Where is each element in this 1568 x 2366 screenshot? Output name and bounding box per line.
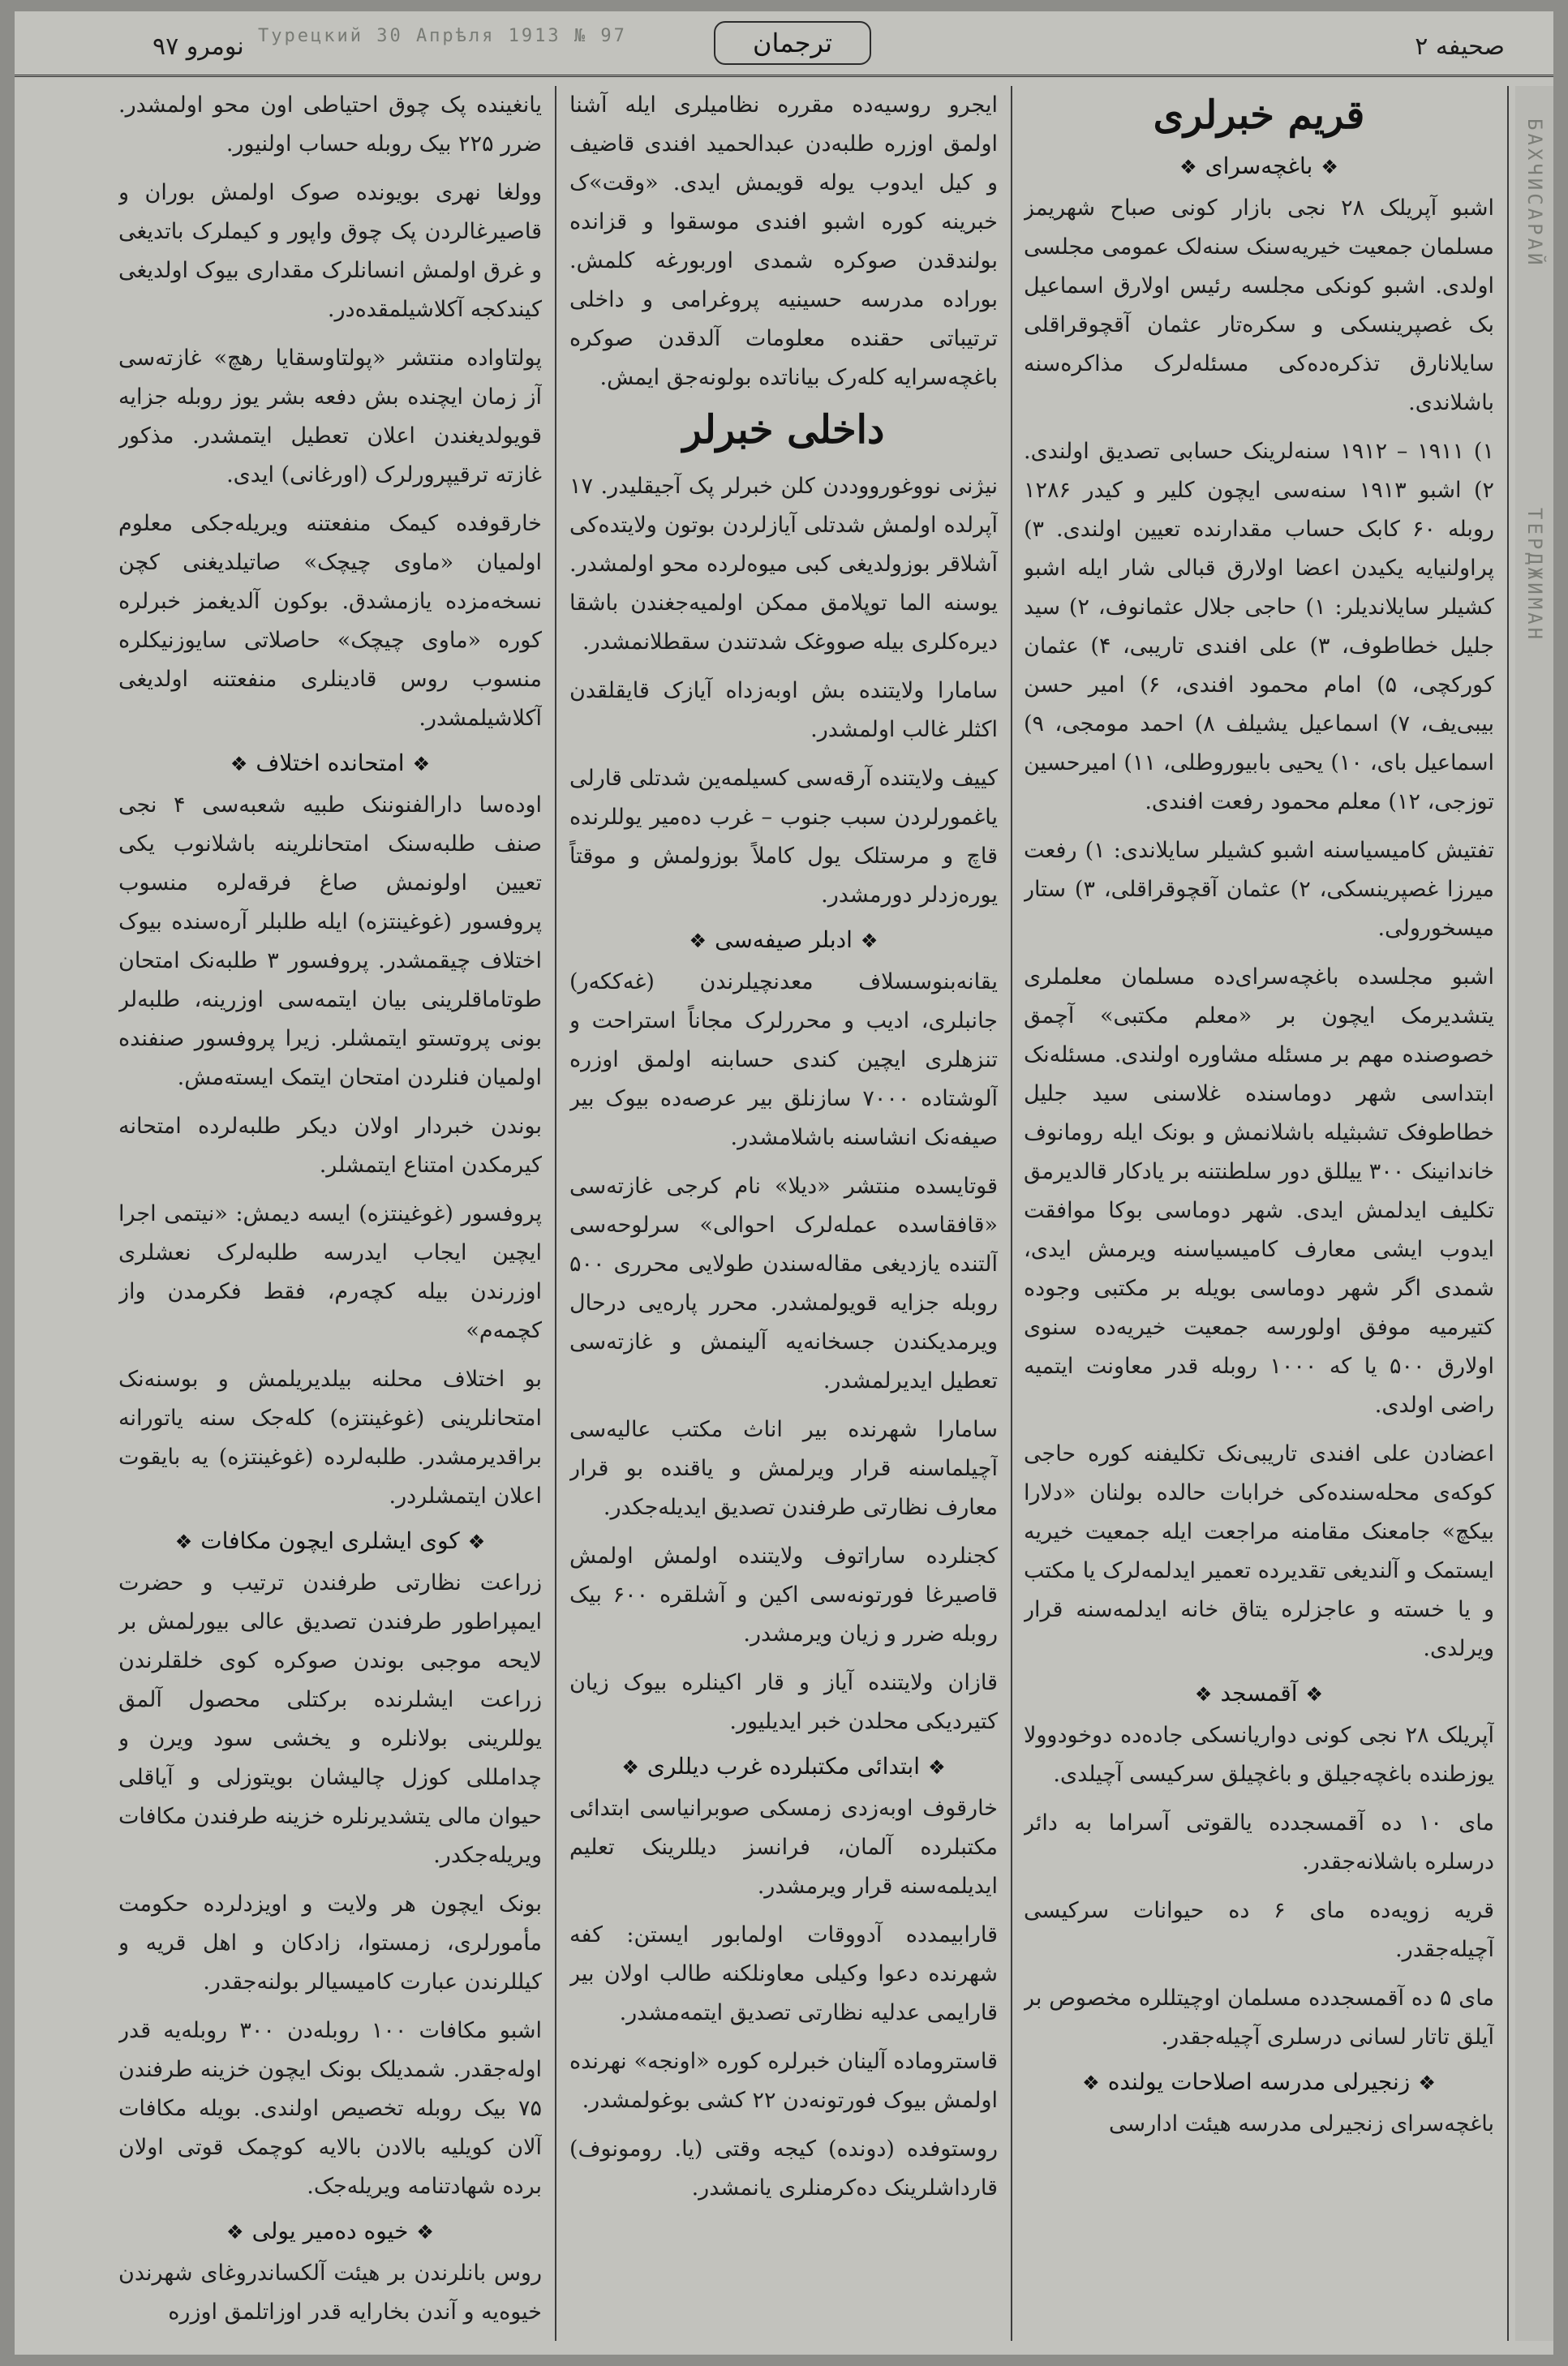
masthead (15, 11, 1553, 77)
subsection-title: ابتدائی مکتبلرده غرب دیللری (647, 1753, 921, 1780)
column-crimea-news (1024, 86, 1494, 2341)
article-paragraph: اشبو آپریلک ۲۸ نجی بازار کونی صباح شهریمز مسلمان جمعیت خیریه‌سنک سنه‌لک عمومی مجلسی اولدی. اشبو کونکی مجلسه رئیس اولارق اسماعیل بک غصپرینسکی و سکره‌تار عثمان آقچوقراقلی سایلانارق تذکره‌ده‌کی مسئله‌لرک مذاکره‌سنه باشلاندی. (1024, 195, 1494, 415)
subsection-title: باغچه‌سرای (1205, 152, 1313, 179)
article-paragraph: روستوفده (دونده) کیجه وقتی (یا. رومونوف) قارداشلرینک ده‌کرمنلری یانمشدر. (569, 2136, 998, 2201)
article-paragraph: قوتایسده منتشر «دیلا» نام کرجی غازته‌سی «قافقاسده عمله‌لرک احوالی» سرلوحه‌سی آلتنده یازدیغی مقاله‌سندن طولایی محرری ۵۰۰ روبله جزایه قویولمشدر. محرر پاره‌یی درحال ویرمدیکندن جسخانه‌یه آلینمش و غازته‌سی تعطیل ایدیرلمشدر. (569, 1174, 998, 1393)
column-rule (1011, 86, 1012, 2341)
article-paragraph: وولغا نهری بویونده صوک اولمش بوران و قاصیرغالردن پک چوق واپور و کیملرک باتدیغی و غرق اولمش انسانلرک مقداری بیوک اولدیغی کیندکجه آکلاشیلمقده‌در. (118, 180, 542, 322)
diamond-ornament-icon: ❖ (1179, 156, 1197, 178)
article-paragraph: کجنلرده ساراتوف ولایتنده اولمش اولمش قاصیرغا فورتونه‌سی اکین و آشلقره ۶۰۰ بیک روبله ضرر و زیان ویرمشدر. (569, 1544, 998, 1647)
subsection-title: امتحانده اختلاف (256, 749, 405, 776)
subsection-heading (1024, 152, 1494, 179)
diamond-ornament-icon: ❖ (928, 1756, 946, 1779)
diamond-ornament-icon: ❖ (860, 930, 879, 952)
article-paragraph: روس بانلرندن بر هیئت آلکساندروغای شهرندن خیوه‌یه و آندن بخارایه قدر اوزاتلمق اوزره (118, 2261, 542, 2325)
diamond-ornament-icon: ❖ (621, 1756, 639, 1779)
diamond-ornament-icon: ❖ (1194, 1683, 1213, 1706)
article-paragraph: مای ۵ ده آقمسجدده مسلمان اوچیتللره مخصوص بر آیلق تاتار لسانی درسلری آچیله‌جقدر. (1024, 1986, 1494, 2050)
article-paragraph: پروفسور (غوغینتزه) ایسه دیمش: «نیتمی اجرا ایچین ایجاب ایدرسه طلبه‌لرک نعشلری اوزرندن بیله کچه‌رم، فقط فکرمدن واز کچمه‌م» (118, 1201, 542, 1343)
article-paragraph: اشبو مکافات ۱۰۰ روبله‌دن ۳۰۰ روبله‌یه قدر اوله‌جقدر. شمدیلک بونک ایچون خزینه طرفندن ۷۵ بیک روبله تخصیص اولندی. بویله مکافات آلان کویلیه بالادن بالایه کوچمک قوتی اولان برده شهادتنامه ویریله‌جک. (118, 2018, 542, 2199)
subsection-title: ادبلر صیفه‌سی (715, 926, 853, 953)
article-paragraph: سامارا ولایتنده بش اوبه‌زداه آیازک قایقلقدن اکثلر غالب اولمشدر. (569, 678, 998, 742)
subsection-title: خیوه ده‌میر یولی (251, 2218, 409, 2244)
article-paragraph: تفتیش کامیسیاسنه اشبو کشیلر سایلاندی: ۱) رفعت میرزا غصپرینسکی، ۲) عثمان آقچوقراقلی، ۳) ستار میسخورولی. (1024, 838, 1494, 941)
article-paragraph: اشبو مجلسده باغچه‌سرای‌ده مسلمان معلملری یتشدیرمک ایچون بر «معلم مکتبی» آچمق خصوصنده مهم بر مسئله مشاوره اولندی. مسئله‌نک ابتداسی شهر دوماسنده غلاسنی سید جلیل خطاطوفک تشبثیله باشلانمش و بونک ایله رومانوف خاندانینک ۳۰۰ ییللق دور سلطنتنه بر یادکار قالدیرمق تکلیف ایدلمش ایدی. شهر دوماسی بوکا موافقت ایدوب ایشی معارف کامیسیاسنه ویرمش ایدی، شمدی اگر شهر دوماسی بویله بر مکتبی وجوده کتیرمیه موفق اولورسه جمعیت خیریه‌ده سنوی اولارق ۵۰۰ یا که ۱۰۰۰ روبله قدر معاونت ایتمیه راضی اولدی. (1024, 964, 1494, 1418)
article-paragraph: مای ۱۰ ده آقمسجدده یالقوتی آسراما به دائر درسلره باشلانه‌جقدر. (1024, 1810, 1494, 1874)
section-heading: قریم خبرلری (1153, 92, 1365, 138)
subsection-heading (569, 1753, 998, 1780)
subsection-heading (118, 2218, 542, 2244)
article-paragraph: ایجرو روسیه‌ده مقرره نظامیلری ایله آشنا اولمق اوزره طلبه‌دن عبدالحمید افندی قاضیف و کیل ایدوب یوله قویمش ایدی. «وقت»‌ک خبرینه کوره اشبو افندی موسقوا و قزانده بولندقدن صوکره شمدی اوربورغه کلمش. بوراده مدرسه حسینیه پروغرامی و داخلی ترتیباتی حقنده معلومات آلدقدن صوکره باغچه‌سرایه کله‌رک بیاناتده بولونه‌جق ایمش. (569, 92, 998, 390)
subsection-title: زنجیرلی مدرسه اصلاحات یولنده (1107, 2068, 1411, 2095)
faint-header-text: Турецкий 30 Апрѣля 1913 № 97 (258, 26, 627, 46)
article-paragraph: بوندن خبردار اولان دیکر طلبه‌لرده امتحانه کیرمکدن امتناع ایتمشلر. (118, 1114, 542, 1178)
column-rule (555, 86, 556, 2341)
column-continued-news (118, 86, 542, 2341)
subsection-heading (118, 1527, 542, 1554)
subsection-heading (1024, 2068, 1494, 2095)
newspaper-title: ترجمان (714, 21, 871, 65)
subsection-title: کوی ایشلری ایچون مکافات (200, 1527, 460, 1554)
section-heading: داخلی خبرلر (682, 407, 885, 453)
article-paragraph: پولتاواده منتشر «پولتاوسقایا رهچ» غازته‌سی آز زمان ایچنده بش دفعه بشر یوز روبله جزایه قویولدیغندن اعلان تعطیل ایتمشدر. مذکور غازته ترقیپرورلرک (اورغانی) ایدی. (118, 346, 542, 487)
side-strip-line2: ТЕРДЖИМАН (1523, 508, 1546, 643)
newspaper-page (15, 11, 1553, 2355)
issue-number-label: نومرو ۹۷ (153, 32, 244, 61)
diamond-ornament-icon: ❖ (1321, 156, 1338, 178)
diamond-ornament-icon: ❖ (1305, 1683, 1324, 1706)
article-paragraph: خارقوفده کیمک منفعتنه ویریله‌جکی معلوم اولمیان «ماوی چیچک» صاتیلدیغنی کچن نسخه‌مزده یازمشدق. بوکون آلدیغمز خبرلره کوره «ماوی چیچک» حاصلاتی سایوزنیکلره منسوب روس قادینلری منفعتنه اولدیغی آکلاشیلمشدر. (118, 511, 542, 731)
article-paragraph: یانغینده پک چوق احتیاطی اون محو اولمشدر. ضرر ۲۲۵ بیک روبله حساب اولنیور. (118, 92, 542, 157)
side-strip-line1: БАХЧИСАРАЙ (1523, 118, 1546, 268)
article-paragraph: آپریلک ۲۸ نجی کونی دواریانسکی جاده‌ده دوخودوولا یوزطنده باغچه‌جیلق و باغچیلق سرکیسی آچیلدی. (1024, 1723, 1494, 1787)
article-paragraph: سامارا شهرنده بیر اناث مکتب عالیه‌سی آچیلماسنه قرار ویرلمش و یاقنده بو قرار معارف نظارتی طرفندن تصدیق ایدیله‌جکدر. (569, 1417, 998, 1520)
article-paragraph: ۱) ۱۹۱۱ – ۱۹۱۲ سنه‌لرینک حسابی تصدیق اولندی. ۲) اشبو ۱۹۱۳ سنه‌سی ایچون کلیر و کیدر ۱۲۸۶ روبله ۶۰ کابک حساب مقدارنده تعیین اولندی. ۳) پراولنیایه یکیدن اعضا اولارق قبالی شار ایله اشبو کشیلر سایلاندیلر: ۱) حاجی جلال عثمانوف، ۲) سید جلیل خطاطوف، ۳) علی افندی تاریبی، ۴) عثمان کورکچی، ۵) امام محمود افندی، ۶) امیر حسن بیبی‌یف، ۷) اسماعیل یشیلف ۸) احمد مومجی، ۹) اسماعیل بای، ۱۰) یحیی بابیوروطلی، ۱۱) امیرحسین توزجی، ۱۲) معلم محمود رفعت افندی. (1024, 439, 1494, 814)
article-paragraph: بونک ایچون هر ولایت و اویزدلرده حکومت مأمورلری، زمستوا، زادکان و اهل قریه و کیللرندن عبارت کامیسیالر بولنه‌جقدر. (118, 1892, 542, 1995)
subsection-heading (569, 926, 998, 953)
diamond-ornament-icon: ❖ (689, 930, 707, 952)
article-paragraph: باغچه‌سرای زنجیرلی مدرسه هیئت ادارسی (1108, 2111, 1494, 2136)
diamond-ornament-icon: ❖ (174, 1531, 193, 1553)
article-paragraph: قریه زویه‌ده مای ۶ ده حیوانات سرکیسی آچیله‌جقدر. (1024, 1898, 1494, 1962)
side-strip (1515, 86, 1553, 2341)
subsection-heading (1024, 1680, 1494, 1707)
diamond-ornament-icon: ❖ (1418, 2072, 1436, 2094)
diamond-ornament-icon: ❖ (226, 2221, 244, 2244)
diamond-ornament-icon: ❖ (230, 753, 248, 775)
article-paragraph: کییف ولایتنده آرقه‌سی کسیلمه‌ین شدتلی قارلی یاغمورلردن سبب جنوب – غرب ده‌میر یوللرنده قاچ و مرستلک یول کاملاً بوزولمش و موقتاً یوره‌زدلر دورمشدر. (569, 766, 998, 908)
article-paragraph: نیژنی نووغورووددن کلن خبرلر پک آجیقلیدر. ۱۷ آپرلده اولمش شدتلی آیازلردن بوتون ولایتده‌کی آشلاقر بوزولدیغی کبی میوه‌لرده محو اولمشدر. یوسنه الما توپلامق ممکن اولمیه‌جغندن باشقا دیره‌کلری بیله صووغک شدتندن سقطلانمشدر. (569, 474, 998, 655)
article-paragraph: زراعت نظارتی طرفندن ترتیب و حضرت ایمپراطور طرفندن تصدیق عالی بیورلمش بر لایحه موجبی بوندن صوکره کوی خلقلرندن زراعت ایشلرنده برکتلی محصول آلمق یوللرینی بولانلره و یخشی سود ویرن و چدامللی کوزل چالیشان بویتوزلی و آیاقلی حیوان مالی یتشدیرنلره خزینه طرفندن مکافات ویریله‌جکدر. (118, 1570, 542, 1868)
diamond-ornament-icon: ❖ (1082, 2072, 1100, 2094)
column-domestic-news (569, 86, 998, 2341)
subsection-title: آقمسجد (1220, 1680, 1298, 1707)
article-paragraph: خارقوف اوبه‌زدی زمسکی صوبرانیاسی ابتدائی مکتبلرده آلمان، فرانسز دیللرینک تعلیم ایدیلمه‌سنه قرار ویرمشدر. (569, 1796, 998, 1899)
article-paragraph: بو اختلاف محلنه بیلدیریلمش و بوسنه‌نک امتحانلرینی (غوغینتزه) کله‌جک سنه یاتورانه براقدیرمشدر. طلبه‌لرده (غوغینتزه) یه بایقوت اعلان ایتمشلردر. (118, 1367, 542, 1509)
article-paragraph: قارابیمدده آدووقات اولمابور ایستن: کفه شهرنده دعوا وکیلی معاونلکنه طالب اولان بیر قارایمی عدلیه نظارتی تصدیق ایتمه‌مشدر. (569, 1922, 998, 2025)
article-paragraph: یقانه‌بنوسسلاف معدنچیلرندن (غه‌ککه‌ر) جانبلری، ادیب و محررلرک مجاناً استراحت و تنزهلری ایچین کندی حسابنه اولمق اوزره آلوشتاده ۷۰۰۰ سازنلق بیر عرصه‌ده بیوک بیر صیفه‌نک انشاسنه باشلامشدر. (569, 969, 998, 1150)
article-paragraph: قازان ولایتنده آیاز و قار اکینلره بیوک زیان کتیردیکی محلدن خبر ایدیلیور. (569, 1670, 998, 1734)
column-rule (1507, 86, 1509, 2341)
diamond-ornament-icon: ❖ (416, 2221, 434, 2244)
diamond-ornament-icon: ❖ (412, 753, 431, 775)
article-paragraph: اوده‌سا دارالفنوننک طبیه شعبه‌سی ۴ نجی صنف طلبه‌سنک امتحانلرینه باشلانوب یکی تعیین اولونمش صاغ فرقه‌لره منسوب پروفسور (غوغینتزه) ایله طلبلر آره‌سنده بیوک اختلاف چیقمشدر. پروفسور ۳ طلبه‌نک امتحان طوتاماقلرینی بیان ایتمه‌سی اوزرینه، طلبه‌لر بونی پروتستو ایتمشلر. زیرا پروفسور صنفنده اولمیان فنلردن امتحان ایتمک ایسته‌مش. (118, 792, 542, 1090)
article-paragraph: قاستروماده آلینان خبرلره کوره «اونجه» نهرنده اولمش بیوک فورتونه‌دن ۲۲ کشی بوغولمشدر. (569, 2049, 998, 2113)
page-number-label: صحیفه ۲ (1415, 32, 1505, 61)
diamond-ornament-icon: ❖ (467, 1531, 486, 1553)
article-paragraph: اعضادن علی افندی تاریبی‌نک تکلیفنه کوره حاجی کوکه‌ی محله‌سنده‌کی خرابات حالده بولنان «دلارا بیکچ» جامعنک مقامنه مراجعت ایله جمعیت خیریه ایستمک و آلندیغی تقدیرده تعمیر ایدلمه‌لرک یا مکتب و یا خسته و عاجزلره یتاق خانه ایدلمه‌سنه قرار ویرلدی. (1024, 1441, 1494, 1661)
subsection-heading (118, 749, 542, 776)
